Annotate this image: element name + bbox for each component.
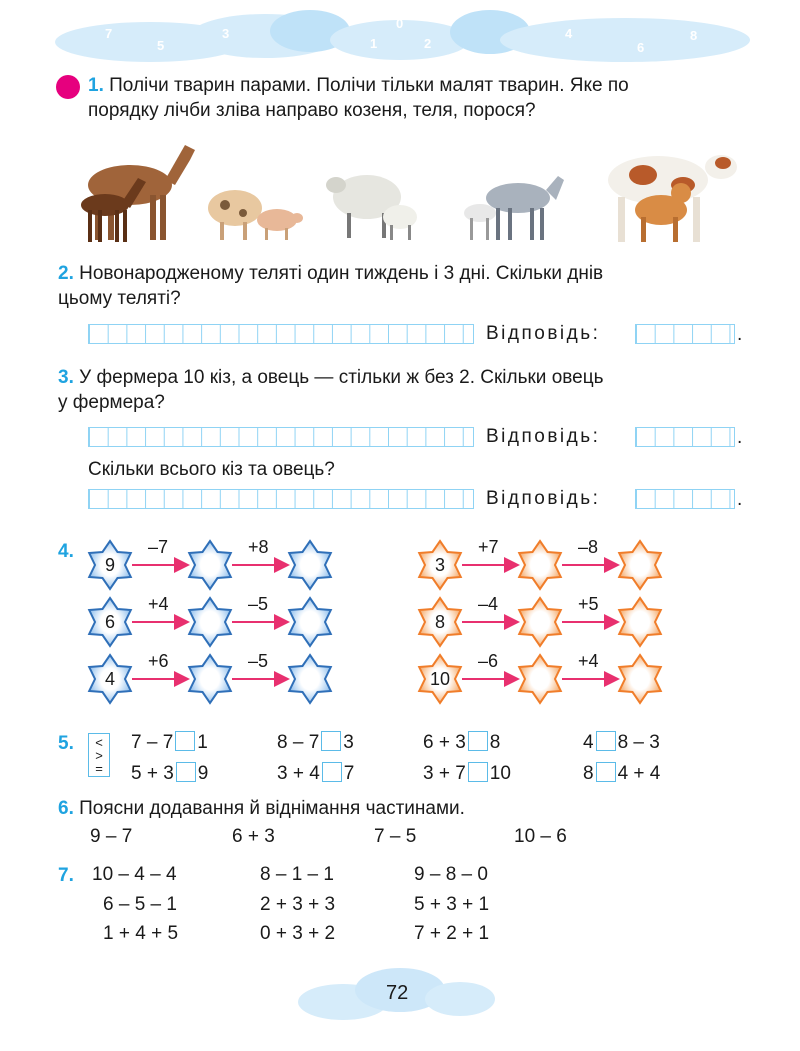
comparison-right: 8 – 3 <box>617 732 660 753</box>
task7-expression: 6 – 5 – 1 <box>103 894 177 915</box>
orange-star-blank[interactable] <box>619 541 661 589</box>
solution-grid[interactable] <box>88 427 474 447</box>
greater-than-sign: > <box>95 748 103 763</box>
solution-grid[interactable] <box>88 324 474 344</box>
comparison-item <box>583 762 660 785</box>
header-digit: 1 <box>370 36 378 51</box>
header-digit: 3 <box>222 26 230 41</box>
comparison-left: 8 <box>583 763 594 784</box>
header-digit: 7 <box>105 26 113 41</box>
comparison-left: 5 + 3 <box>131 763 174 784</box>
comparison-item <box>583 731 660 754</box>
orange-star-blank[interactable] <box>519 655 561 703</box>
task-number: 5. <box>58 733 74 754</box>
operation-label: +4 <box>148 594 169 614</box>
star-number: 8 <box>434 612 445 632</box>
task-number: 6. <box>58 798 74 819</box>
answer-grid[interactable] <box>635 427 735 447</box>
operation-label: +8 <box>248 537 269 557</box>
header-digit: 8 <box>690 28 698 43</box>
goat-with-kid-icon <box>458 168 568 243</box>
comparison-item <box>277 762 354 785</box>
comparison-left: 3 + 4 <box>277 763 320 784</box>
comparison-right: 8 <box>489 732 501 753</box>
comparison-item <box>131 731 208 754</box>
comparison-item <box>277 731 354 754</box>
blue-star-blank[interactable] <box>289 655 331 703</box>
header-digit: 0 <box>396 16 404 31</box>
header-digit: 5 <box>157 38 165 53</box>
comparison-left: 3 + 7 <box>423 763 466 784</box>
comparison-left: 4 <box>583 732 594 753</box>
task7-expression: 10 – 4 – 4 <box>92 864 177 885</box>
task-number: 3. <box>58 367 74 388</box>
comparison-answer-box[interactable] <box>468 762 488 782</box>
task6-expression: 6 + 3 <box>232 826 275 847</box>
answer-grid[interactable] <box>635 489 735 509</box>
operation-label: –8 <box>578 537 599 557</box>
task7-expression: 2 + 3 + 3 <box>260 894 336 915</box>
task1-bullet <box>56 75 80 99</box>
task2-text-line1: Новонародженому теляті один тиждень і 3 дні. Скільки днів <box>79 263 604 284</box>
task3-text-line1: У фермера 10 кіз, а овець — стільки ж без 2. Скільки овець <box>79 367 604 388</box>
orange-star-blank[interactable] <box>519 541 561 589</box>
orange-star-blank[interactable] <box>619 598 661 646</box>
star-number: 3 <box>434 555 445 575</box>
comparison-right: 9 <box>197 763 209 784</box>
answer-label: Відповідь: <box>486 323 601 344</box>
comparison-answer-box[interactable] <box>596 762 616 782</box>
comparison-item <box>131 762 208 785</box>
comparison-right: 10 <box>489 763 511 784</box>
comparison-signs-box <box>88 733 110 777</box>
operation-label: +5 <box>578 594 599 614</box>
task1-text <box>88 74 748 98</box>
period-dot: . <box>737 427 743 448</box>
comparison-right: 7 <box>343 763 355 784</box>
operation-label: –6 <box>478 651 499 671</box>
comparison-item <box>423 762 511 785</box>
answer-grid[interactable] <box>635 324 735 344</box>
less-than-sign: < <box>95 735 103 750</box>
task6-expression: 7 – 5 <box>374 826 417 847</box>
task7-expression: 8 – 1 – 1 <box>260 864 334 885</box>
comparison-answer-box[interactable] <box>321 731 341 751</box>
answer-label: Відповідь: <box>486 488 601 509</box>
comparison-answer-box[interactable] <box>175 731 195 751</box>
operation-label: +7 <box>478 537 499 557</box>
answer-label: Відповідь: <box>486 426 601 447</box>
header-digit: 4 <box>565 26 573 41</box>
comparison-item <box>423 731 500 754</box>
period-dot: . <box>737 489 743 510</box>
sheep-with-lamb-icon <box>322 165 422 243</box>
blue-star-blank[interactable] <box>289 598 331 646</box>
solution-grid[interactable] <box>88 489 474 509</box>
task7-expression: 1 + 4 + 5 <box>103 923 179 944</box>
task6-expression: 10 – 6 <box>514 826 567 847</box>
comparison-left: 6 + 3 <box>423 732 466 753</box>
blue-star-blank[interactable] <box>289 541 331 589</box>
task2-text-line2: цьому теляті? <box>58 288 181 309</box>
comparison-right: 4 + 4 <box>617 763 661 784</box>
task-number: 1. <box>88 75 104 96</box>
comparison-left: 7 – 7 <box>131 732 174 753</box>
task3-text <box>58 366 748 390</box>
operation-label: –5 <box>248 594 269 614</box>
task-number: 7. <box>58 865 74 886</box>
task3-question2: Скільки всього кіз та овець? <box>88 459 335 480</box>
operation-label: –7 <box>148 537 169 557</box>
blue-star-blank[interactable] <box>189 598 231 646</box>
operation-label: –5 <box>248 651 269 671</box>
pig-with-piglet-icon <box>205 180 305 245</box>
task6-expression: 9 – 7 <box>90 826 133 847</box>
operation-label: –4 <box>478 594 499 614</box>
task2-text <box>58 262 748 286</box>
star-number: 10 <box>429 669 451 689</box>
comparison-answer-box[interactable] <box>322 762 342 782</box>
header-digit: 2 <box>424 36 432 51</box>
star-number: 4 <box>104 669 115 689</box>
blue-star-blank[interactable] <box>189 541 231 589</box>
task6-instruction: Поясни додавання й віднімання частинами. <box>79 798 465 819</box>
comparison-answer-box[interactable] <box>176 762 196 782</box>
task7-expression: 5 + 3 + 1 <box>414 894 490 915</box>
period-dot: . <box>737 324 743 345</box>
task-number: 4. <box>58 541 74 562</box>
task3-text-line2: у фермера? <box>58 392 165 413</box>
comparison-right: 1 <box>197 732 208 753</box>
operation-label: +4 <box>578 651 599 671</box>
task7-expression: 9 – 8 – 0 <box>414 864 488 885</box>
orange-star-blank[interactable] <box>519 598 561 646</box>
task6-text <box>58 797 465 821</box>
task7-expression: 7 + 2 + 1 <box>414 923 490 944</box>
blue-star-blank[interactable] <box>189 655 231 703</box>
comparison-answer-box[interactable] <box>596 731 616 751</box>
task-number: 2. <box>58 263 74 284</box>
comparison-right: 3 <box>343 732 354 753</box>
page-number: 72 <box>386 982 409 1004</box>
task1-text-line2: порядку лічби зліва направо козеня, теля, порося? <box>88 100 536 121</box>
task1-text-line1: Полічи тварин парами. Полічи тільки малят тварин. Яке по <box>109 75 629 96</box>
star-number: 6 <box>104 612 115 632</box>
operation-label: +6 <box>148 651 169 671</box>
cow-with-calf-icon <box>603 145 743 245</box>
star-number: 9 <box>104 555 115 575</box>
task7-expression: 0 + 3 + 2 <box>260 923 336 944</box>
equals-sign: = <box>95 761 103 776</box>
comparison-answer-box[interactable] <box>468 731 488 751</box>
horse-with-foal-icon <box>60 130 200 245</box>
comparison-left: 8 – 7 <box>277 732 320 753</box>
orange-star-blank[interactable] <box>619 655 661 703</box>
header-digit: 6 <box>637 40 645 55</box>
